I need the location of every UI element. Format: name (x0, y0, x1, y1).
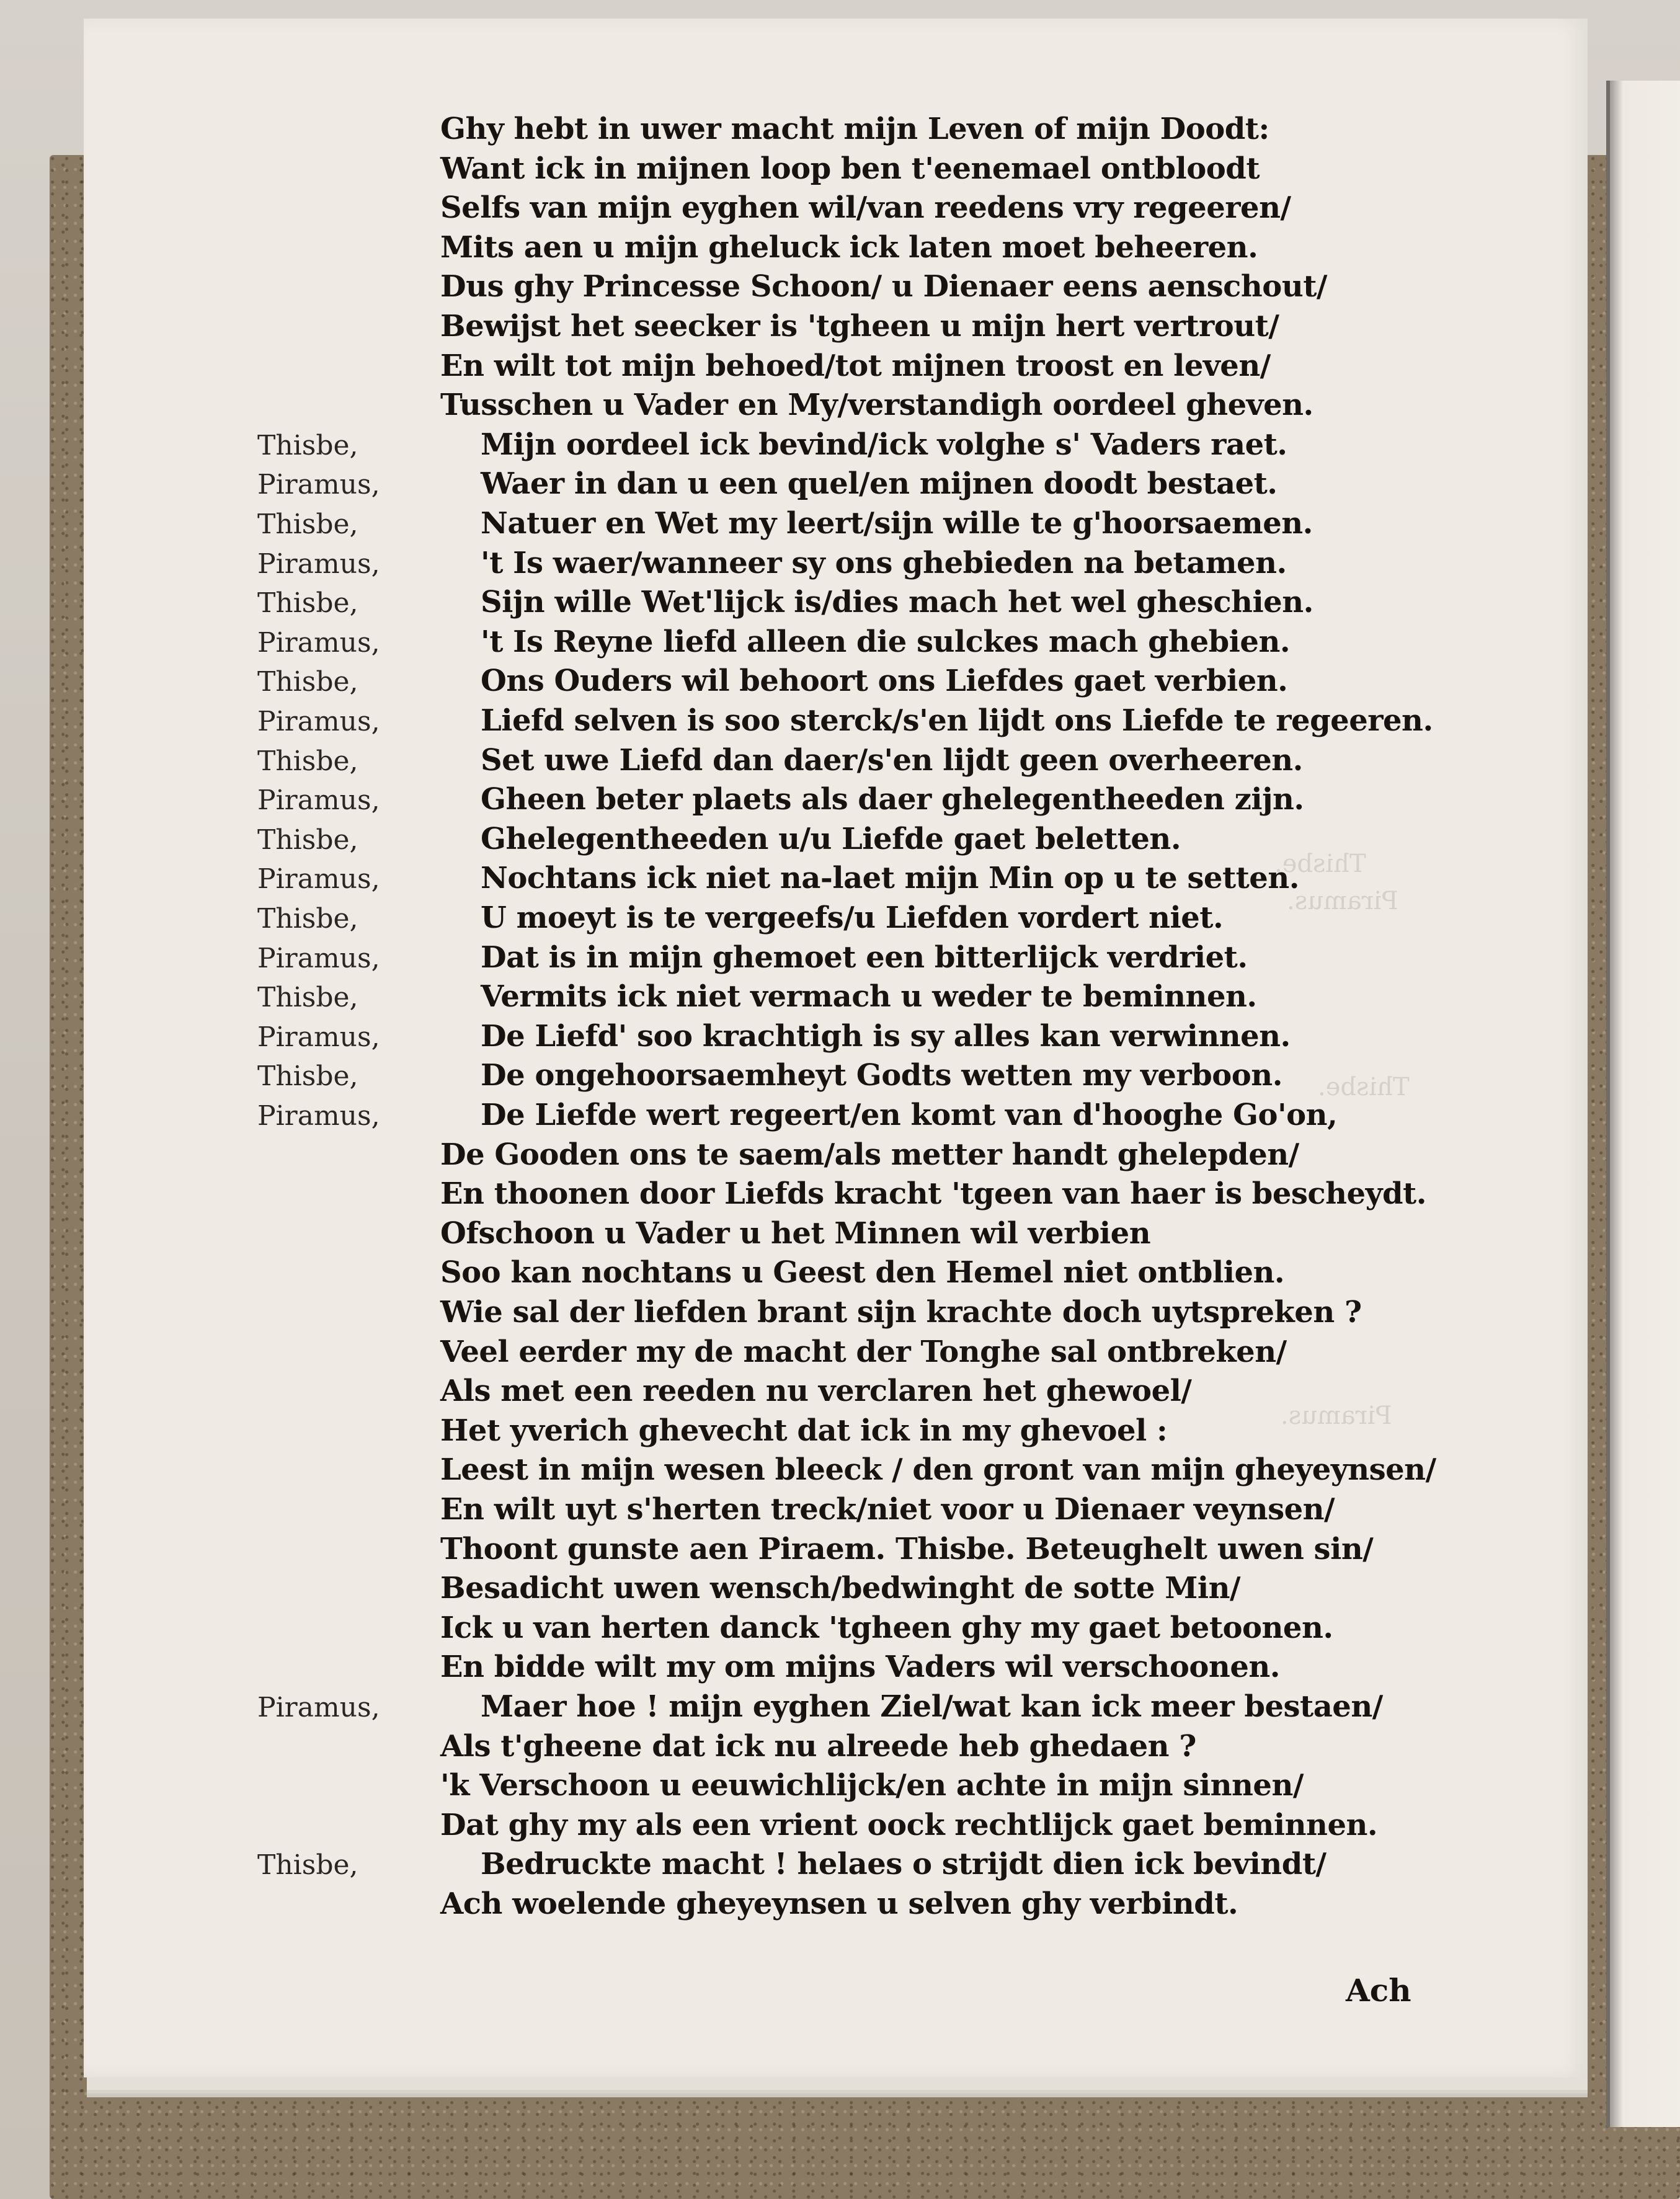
verse-line (84, 703, 1588, 740)
speaker-name: Thisbe, (257, 429, 358, 461)
verse-text: De ongehoorsaemheyt Godts wetten my verboon. (481, 1058, 1282, 1093)
verse-text: 'k Verschoon u eeuwichlijck/en achte in mijn sinnen/ (440, 1768, 1304, 1803)
speaker-name: Piramus, (257, 469, 380, 501)
verse-line (84, 900, 1588, 938)
catchword: Ach (1346, 1972, 1411, 2009)
verse-text: Ghelegentheeden u/u Liefde gaet beletten. (481, 821, 1181, 856)
verse-text: Als met een reeden nu verclaren het ghewoel/ (440, 1374, 1192, 1409)
verse-line (84, 743, 1588, 780)
speaker-name: Thisbe, (257, 587, 358, 620)
verse-line (84, 1335, 1588, 1372)
speaker-name: Thisbe, (257, 666, 358, 698)
verse-line (84, 1886, 1588, 1924)
show-through-text: Thisbe. (1318, 1073, 1410, 1101)
verse-line (84, 1571, 1588, 1608)
verse-text: Gheen beter plaets als daer ghelegentheeden zijn. (481, 782, 1304, 817)
verse-text: Bewijst het seecker is 'tgheen u mijn hert vertrout/ (440, 309, 1279, 344)
verse-line (84, 1650, 1588, 1687)
verse-line (84, 1413, 1588, 1450)
verse-line (84, 230, 1588, 267)
facing-page-edge (1606, 81, 1680, 2127)
verse-text: De Gooden ons te saem/als metter handt ghelepden/ (440, 1137, 1299, 1172)
verse-text: Het yverich ghevecht dat ick in my ghevoel : (440, 1413, 1168, 1448)
verse-text: Dus ghy Princesse Schoon/ u Dienaer eens aenschout/ (440, 269, 1327, 304)
verse-text: Nochtans ick niet na-laet mijn Min op u te setten. (481, 861, 1299, 896)
verse-text: Als t'gheene dat ick nu alreede heb ghedaen ? (440, 1728, 1196, 1764)
verse-line (84, 466, 1588, 504)
speaker-name: Thisbe, (257, 903, 358, 935)
verse-line (84, 1808, 1588, 1845)
verse-text: Selfs van mijn eyghen wil/van reedens vry regeeren/ (440, 190, 1291, 226)
verse-line (84, 1689, 1588, 1726)
verse-text: Dat is in mijn ghemoet een bitterlijck verdriet. (481, 940, 1248, 975)
verse-line (84, 1295, 1588, 1332)
verse-line (84, 1374, 1588, 1411)
verse-line (84, 269, 1588, 306)
verse-text: En wilt tot mijn behoed/tot mijnen troost en leven/ (440, 348, 1271, 383)
speaker-name: Piramus, (257, 548, 380, 580)
verse-text: En bidde wilt my om mijns Vaders wil verschoonen. (440, 1650, 1280, 1685)
speaker-name: Thisbe, (257, 509, 358, 540)
verse-text: Mijn oordeel ick bevind/ick volghe s' Vaders raet. (481, 427, 1287, 462)
verse-text: Waer in dan u een quel/en mijnen doodt bestaet. (481, 466, 1278, 502)
verse-text: U moeyt is te vergeefs/u Liefden vordert niet. (481, 900, 1224, 935)
book-page (84, 19, 1588, 2077)
speaker-name: Piramus, (257, 706, 380, 737)
verse-line (84, 1098, 1588, 1135)
verse-line (84, 979, 1588, 1016)
verse-line (84, 388, 1588, 425)
verse-text: Set uwe Liefd dan daer/s'en lijdt geen overheeren. (481, 742, 1303, 778)
verse-line (84, 585, 1588, 622)
show-through-text: Piramus. (1281, 1402, 1392, 1430)
verse-line (84, 1610, 1588, 1648)
verse-text: Vermits ick niet vermach u weder te beminnen. (481, 979, 1257, 1015)
verse-line (84, 1532, 1588, 1569)
speaker-name: Piramus, (257, 1021, 380, 1053)
verse-line (84, 309, 1588, 346)
speaker-name: Thisbe, (257, 1060, 358, 1093)
speaker-name: Thisbe, (257, 1849, 358, 1881)
verse-text: Tusschen u Vader en My/verstandigh oordeel gheven. (440, 388, 1313, 423)
verse-text: Dat ghy my als een vrient oock rechtlijck gaet beminnen. (440, 1807, 1378, 1842)
verse-text: De Liefd' soo krachtigh is sy alles kan verwinnen. (481, 1018, 1291, 1054)
verse-line (84, 1176, 1588, 1214)
verse-text: Mits aen u mijn gheluck ick laten moet beheeren. (440, 229, 1258, 265)
verse-line (84, 349, 1588, 386)
verse-line (84, 782, 1588, 819)
verse-line (84, 151, 1588, 189)
speaker-name: Piramus, (257, 1692, 380, 1723)
speaker-name: Thisbe, (257, 824, 358, 856)
verse-text: Bedruckte macht ! helaes o strijdt dien ick bevindt/ (481, 1847, 1327, 1882)
verse-text: Maer hoe ! mijn eyghen Ziel/wat kan ick meer bestaen/ (481, 1689, 1383, 1724)
verse-text: Ofschoon u Vader u het Minnen wil verbien (440, 1215, 1151, 1251)
verse-text: Leest in mijn wesen bleeck / den gront van mijn gheyeynsen/ (440, 1452, 1436, 1488)
verse-line (84, 112, 1588, 149)
verse-line (84, 822, 1588, 859)
verse-text: 't Is Reyne liefd alleen die sulckes mach ghebien. (481, 624, 1291, 659)
verse-text: 't Is waer/wanneer sy ons ghebieden na betamen. (481, 545, 1287, 580)
verse-line (84, 1255, 1588, 1292)
verse-line (84, 546, 1588, 583)
verse-line (84, 1058, 1588, 1095)
speaker-name: Piramus, (257, 784, 380, 817)
speaker-name: Thisbe, (257, 745, 358, 777)
verse-text: Soo kan nochtans u Geest den Hemel niet ontblien. (440, 1255, 1285, 1291)
verse-line (84, 1768, 1588, 1805)
verse-line (84, 861, 1588, 898)
verse-text: Ach woelende gheyeynsen u selven ghy verbindt. (440, 1886, 1238, 1921)
verse-line (84, 190, 1588, 228)
verse-line (84, 1847, 1588, 1884)
verse-line (84, 1452, 1588, 1490)
verse-text: Wie sal der liefden brant sijn krachte doch uytspreken ? (440, 1295, 1362, 1330)
verse-text: Besadicht uwen wensch/bedwinght de sotte Min/ (440, 1571, 1241, 1606)
show-through-text: Thisbe. (1274, 850, 1366, 878)
verse-line (84, 940, 1588, 977)
verse-text: Thoont gunste aen Piraem. Thisbe. Beteughelt uwen sin/ (440, 1531, 1374, 1566)
speaker-name: Piramus, (257, 1100, 380, 1132)
verse-text: Natuer en Wet my leert/sijn wille te g'hoorsaemen. (481, 506, 1313, 541)
verse-line (84, 1729, 1588, 1766)
verse-text: Ick u van herten danck 'tgheen ghy my gaet betoonen. (440, 1610, 1333, 1645)
verse-text: Liefd selven is soo sterck/s'en lijdt ons Liefde te regeeren. (481, 703, 1433, 738)
verse-text: De Liefde wert regeert/en komt van d'hooghe Go'on, (481, 1098, 1338, 1132)
verse-text: Veel eerder my de macht der Tonghe sal ontbreken/ (440, 1334, 1287, 1369)
verse-line (84, 427, 1588, 464)
verse-line (84, 506, 1588, 543)
verse-line (84, 664, 1588, 701)
verse-text: Ons Ouders wil behoort ons Liefdes gaet verbien. (481, 664, 1288, 699)
verse-text: En thoonen door Liefds kracht 'tgeen van haer is bescheydt. (440, 1176, 1426, 1212)
verse-line (84, 1216, 1588, 1253)
verse-text: Ghy hebt in uwer macht mijn Leven of mijn Doodt: (440, 112, 1269, 146)
verse-text: Want ick in mijnen loop ben t'eenemael ontbloodt (440, 151, 1260, 186)
verse-text: En wilt uyt s'herten treck/niet voor u Dienaer veynsen/ (440, 1492, 1335, 1527)
speaker-name: Piramus, (257, 863, 380, 895)
speaker-name: Piramus, (257, 626, 380, 659)
speaker-name: Thisbe, (257, 982, 358, 1014)
speaker-name: Piramus, (257, 942, 380, 974)
show-through-text: Piramus. (1287, 887, 1398, 915)
verse-line (84, 1492, 1588, 1529)
verse-line (84, 1137, 1588, 1175)
verse-line (84, 624, 1588, 662)
verse-line (84, 1019, 1588, 1056)
verse-text: Sijn wille Wet'lijck is/dies mach het wel gheschien. (481, 585, 1313, 620)
